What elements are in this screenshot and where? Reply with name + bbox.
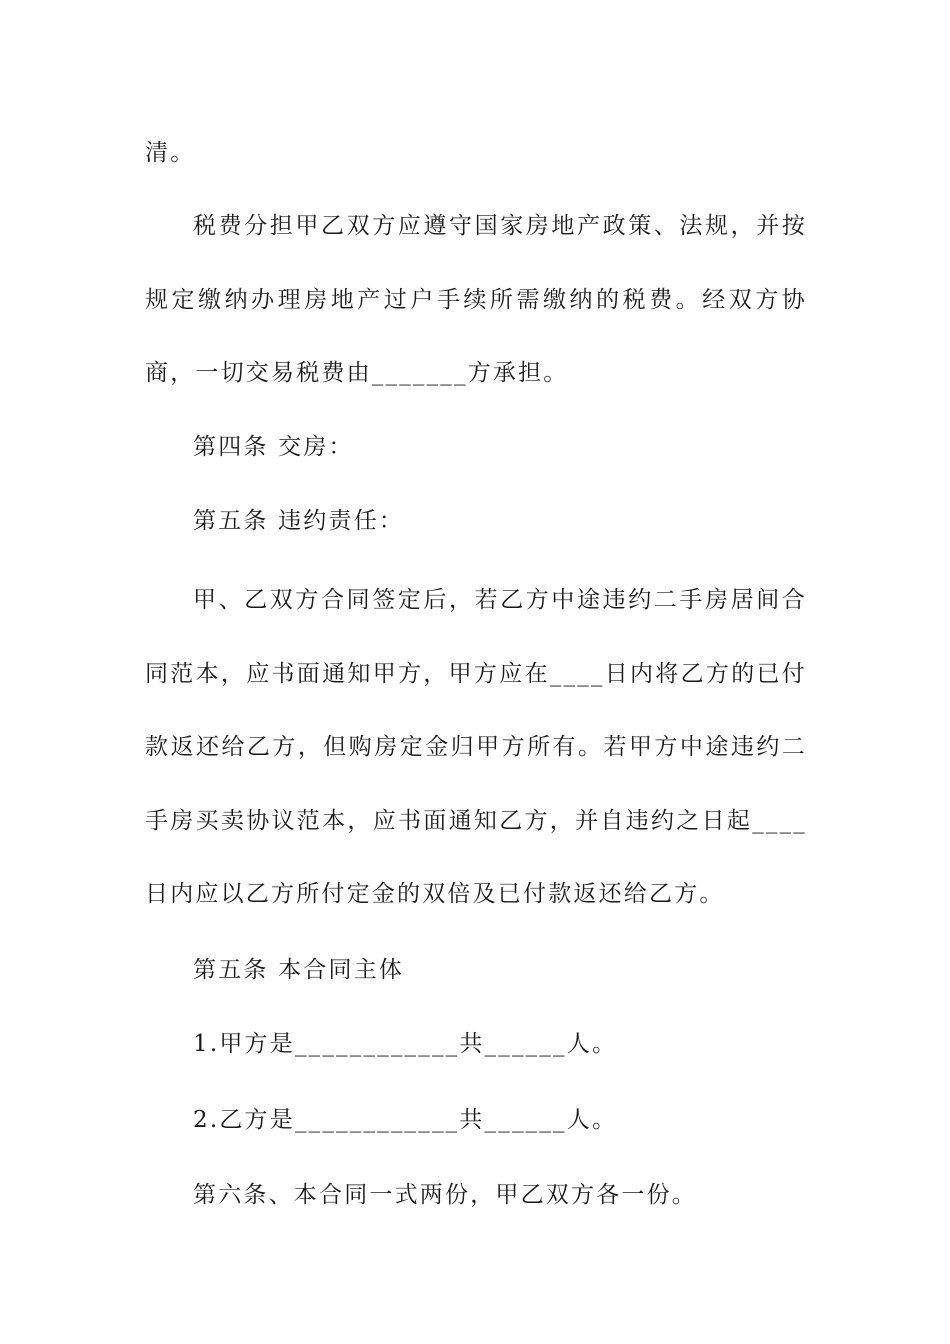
paragraph-tax-sharing: 税费分担甲乙双方应遵守国家房地产政策、法规，并按规定缴纳办理房地产过户手续所需缴纳的税费。经双方协商，一切交易税费由_______方承担。 <box>145 213 807 386</box>
paragraph-breach-terms: 甲、乙双方合同签定后，若乙方中途违约二手房居间合同范本，应书面通知甲方，甲方应在____日内将乙方的已付款返还给乙方，但购房定金归甲方所有。若甲方中途违约二手房买卖协议范本，应书面通知乙方，并自违约之日起____日内应以乙方所付定金的双倍及已付款返还给乙方。 <box>145 587 807 907</box>
paragraph-article-6-copies: 第六条、本合同一式两份，甲乙双方各一份。 <box>193 1182 697 1208</box>
heading-article-5-parties: 第五条 本合同主体 <box>193 957 405 983</box>
paragraph-party-a: 1.甲方是____________共______人。 <box>193 1031 618 1057</box>
heading-article-5-liability: 第五条 违约责任： <box>193 508 405 534</box>
paragraph-continuation: 清。 <box>145 140 196 166</box>
heading-article-4-handover: 第四条 交房： <box>193 434 354 460</box>
paragraph-party-b: 2.乙方是____________共______人。 <box>193 1107 618 1133</box>
